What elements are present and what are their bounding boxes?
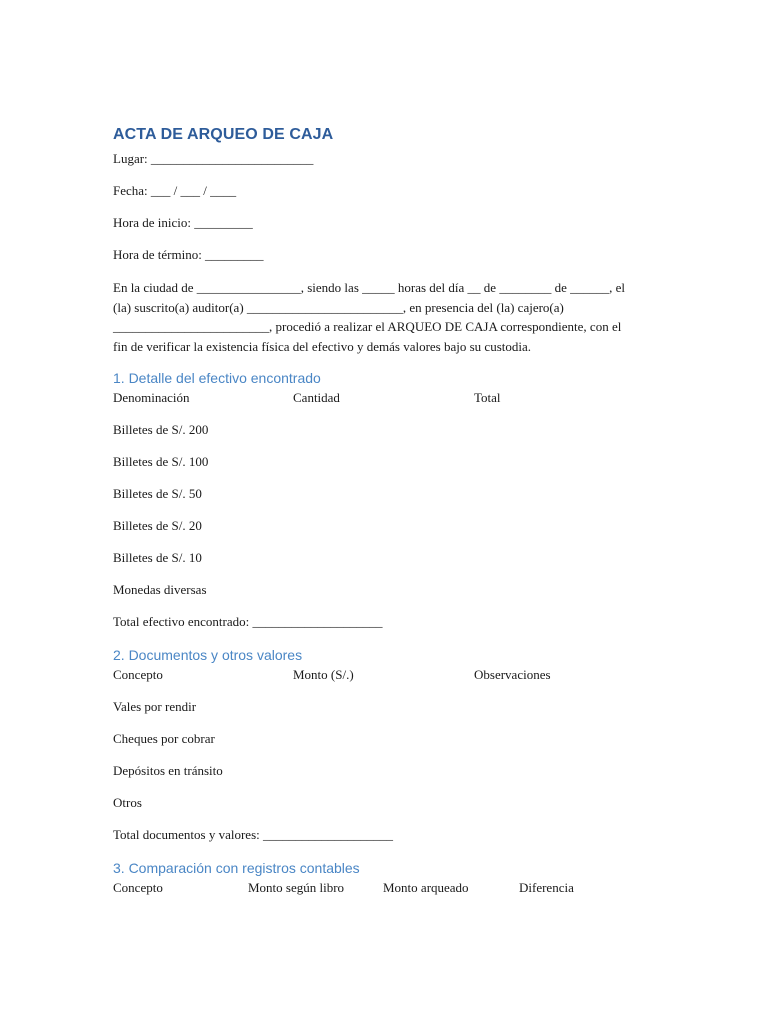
column-header-monto: Monto (S/.) bbox=[293, 667, 354, 682]
column-header-total: Total bbox=[474, 390, 501, 405]
efectivo-row: Billetes de S/. 100 bbox=[113, 454, 209, 469]
intro-line-2: (la) suscrito(a) auditor(a) ________________________, en presencia del (la) cajero(a) bbox=[113, 299, 564, 315]
intro-line-3: ________________________, procedió a realizar el ARQUEO DE CAJA correspondiente, con el bbox=[113, 319, 622, 334]
column-header-cantidad: Cantidad bbox=[293, 390, 340, 405]
efectivo-row: Billetes de S/. 10 bbox=[113, 550, 202, 565]
efectivo-row: Billetes de S/. 200 bbox=[113, 422, 209, 437]
document-page bbox=[113, 124, 658, 911]
total-documentos-field: Total documentos y valores: ____________________ bbox=[113, 827, 394, 842]
intro-line-1: En la ciudad de ________________, siendo las _____ horas del día __ de ________ de ______, el bbox=[113, 280, 625, 295]
hora-termino-field: Hora de término: _________ bbox=[113, 247, 264, 262]
documento-row: Otros bbox=[113, 795, 142, 810]
section-1-heading: 1. Detalle del efectivo encontrado bbox=[113, 370, 321, 386]
section-2-header-row bbox=[113, 666, 658, 683]
section-2-heading: 2. Documentos y otros valores bbox=[113, 647, 303, 663]
column-header-monto-libro: Monto según libro bbox=[248, 880, 345, 895]
hora-inicio-field: Hora de inicio: _________ bbox=[113, 215, 253, 230]
documento-row: Cheques por cobrar bbox=[113, 731, 215, 746]
efectivo-row: Billetes de S/. 20 bbox=[113, 518, 202, 533]
column-header-denominacion: Denominación bbox=[113, 390, 190, 405]
section-3-header-row bbox=[113, 879, 658, 896]
intro-paragraph bbox=[113, 278, 658, 356]
intro-line-4: fin de verificar la existencia física del efectivo y demás valores bajo su custodia. bbox=[113, 338, 531, 354]
documento-row: Depósitos en tránsito bbox=[113, 763, 223, 778]
fecha-field: Fecha: ___ / ___ / ____ bbox=[113, 183, 237, 198]
column-header-monto-arqueado: Monto arqueado bbox=[383, 880, 469, 895]
column-header-diferencia: Diferencia bbox=[519, 880, 574, 895]
documento-row: Vales por rendir bbox=[113, 699, 197, 714]
document-title: ACTA DE ARQUEO DE CAJA bbox=[113, 126, 334, 143]
column-header-concepto: Concepto bbox=[113, 667, 163, 682]
column-header-concepto: Concepto bbox=[113, 880, 163, 895]
efectivo-row: Monedas diversas bbox=[113, 582, 207, 597]
lugar-field: Lugar: _________________________ bbox=[113, 151, 314, 166]
efectivo-row: Billetes de S/. 50 bbox=[113, 486, 202, 501]
column-header-observaciones: Observaciones bbox=[474, 667, 551, 682]
section-3-heading: 3. Comparación con registros contables bbox=[113, 860, 360, 876]
section-1-header-row bbox=[113, 389, 658, 406]
total-efectivo-field: Total efectivo encontrado: ____________________ bbox=[113, 614, 383, 629]
